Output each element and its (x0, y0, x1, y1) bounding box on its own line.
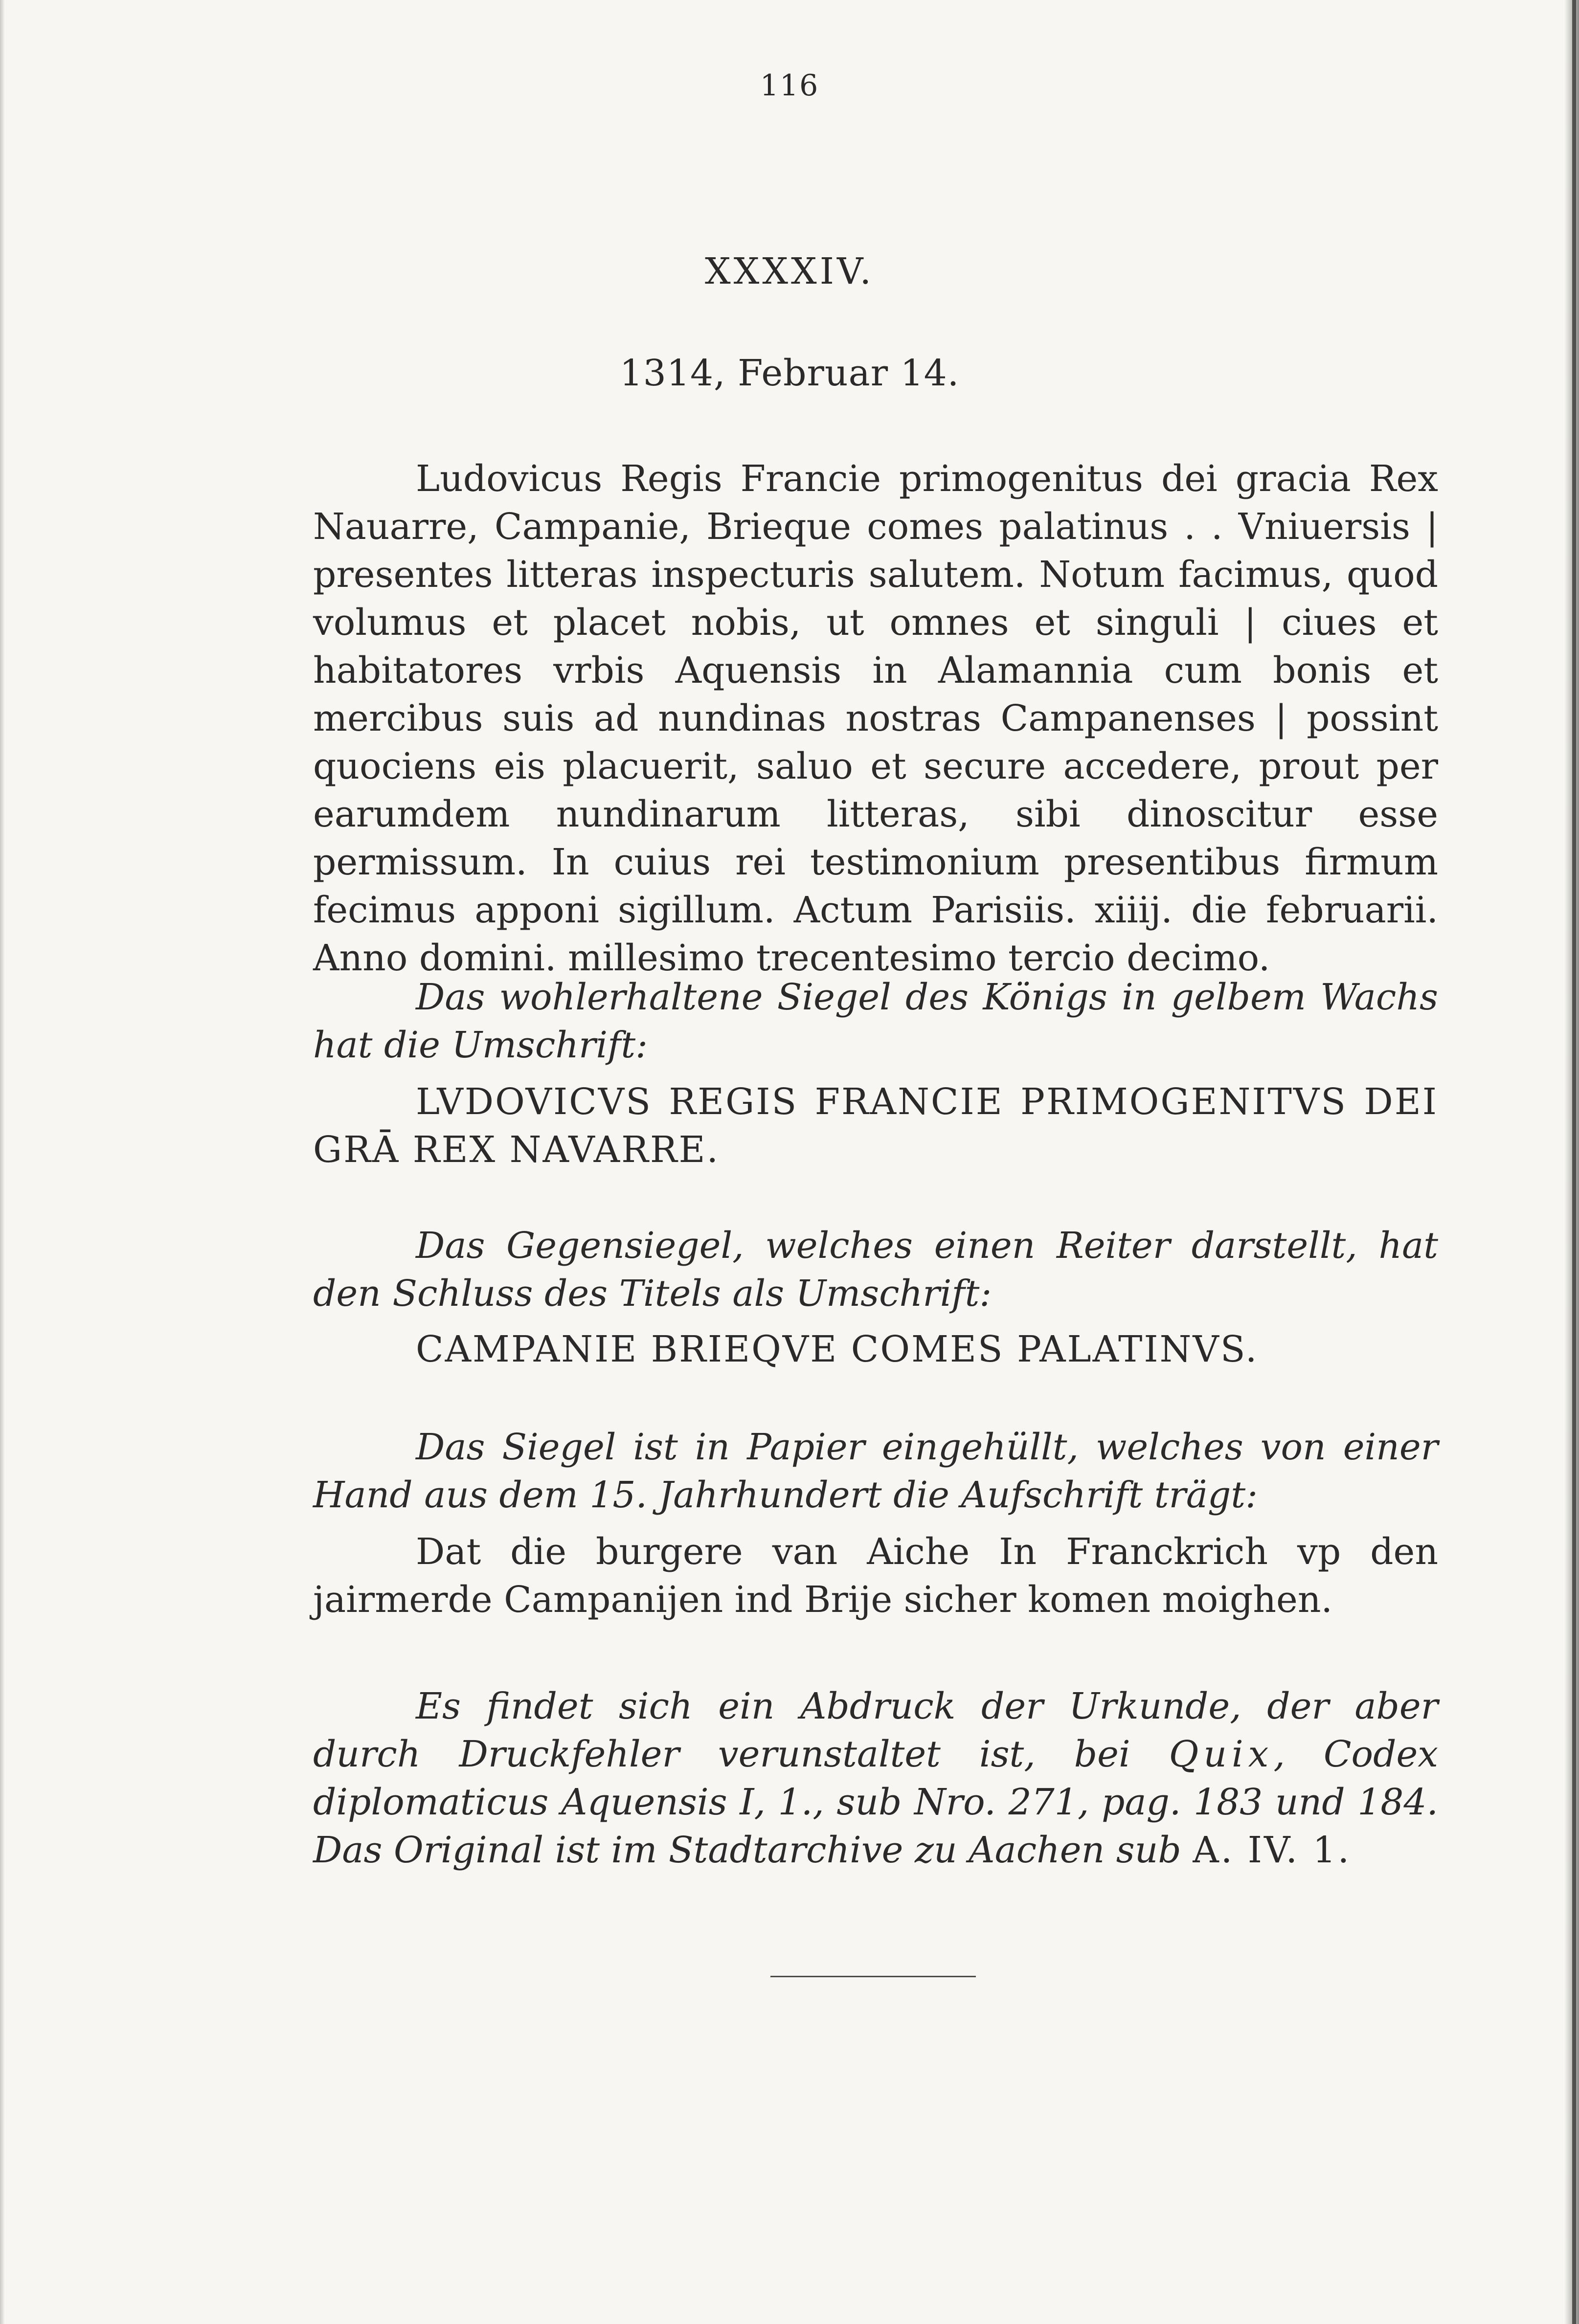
wrapper-inscription: Dat die burgere van Aiche In Franckrich vp den jairmerde Campanijen ind Brije sicher komen moighen. (313, 1531, 1438, 1621)
seal-inscription: LVDOVICVS REGIS FRANCIE PRIMOGENITVS DEI GRĀ REX NAVARRE. (313, 1081, 1438, 1171)
counterseal-note: Das Gegensiegel, welches einen Reiter darstellt, hat den Schluss des Titels als Umschrift: (313, 1225, 1438, 1315)
wrapper-note-block (313, 1423, 1438, 1519)
print-note-author: Quix (1169, 1733, 1274, 1775)
page-right-edge (1564, 0, 1579, 2324)
document-number: XXXXIV. (705, 250, 874, 292)
page-left-edge (0, 0, 5, 2324)
print-note-part2: , Codex diplomaticus Aquensis I, 1., sub Nro. 271, pag. 183 und 184. Das Original ist im Stadtarchive zu Aachen sub (313, 1733, 1438, 1871)
seal-note: Das wohlerhaltene Siegel des Königs in gelbem Wachs hat die Umschrift: (313, 976, 1438, 1066)
charter-text-block (313, 455, 1438, 982)
seal-inscription-block (313, 1078, 1438, 1174)
charter-text: Ludovicus Regis Francie primogenitus dei gracia Rex Nauarre, Campanie, Brieque comes palatinus . . Vniuersis | presentes litteras inspecturis salutem. Notum facimus, quod volumus et placet nobis, ut omnes et singuli | ciues et habitatores vrbis Aquensis in Alamannia cum bonis et mercibus suis ad nundinas nostras Campanenses | possint quociens eis placuerit, saluo et secure accedere, prout per earumdem nundinarum litteras, sibi dinoscitur esse permissum. In cuius rei testimonium presentibus firmum fecimus apponi sigillum. Actum Parisiis. xiiij. die februarii. Anno domini. millesimo trecentesimo tercio decimo. (313, 458, 1438, 979)
wrapper-inscription-block (313, 1528, 1438, 1624)
page-number: 116 (760, 68, 819, 103)
page-binding-shadow (1572, 0, 1576, 2324)
closing-rule (770, 1976, 976, 1977)
counterseal-inscription: CAMPANIE BRIEQVE COMES PALATINVS. (416, 1328, 1259, 1370)
print-note-part1: Es findet sich ein Abdruck der Urkunde, der aber durch Druckfehler verunstaltet ist, bei (313, 1685, 1438, 1775)
print-note-signature: A. IV. 1. (1193, 1829, 1352, 1871)
counterseal-note-block (313, 1222, 1438, 1318)
document-date: 1314, Februar 14. (619, 352, 960, 394)
print-note-block (313, 1682, 1438, 1874)
wrapper-note: Das Siegel ist in Papier eingehüllt, welches von einer Hand aus dem 15. Jahrhundert die Aufschrift trägt: (313, 1426, 1438, 1516)
seal-note-block (313, 973, 1438, 1069)
counterseal-inscription-block (313, 1325, 1438, 1373)
print-note (313, 1682, 1438, 1874)
